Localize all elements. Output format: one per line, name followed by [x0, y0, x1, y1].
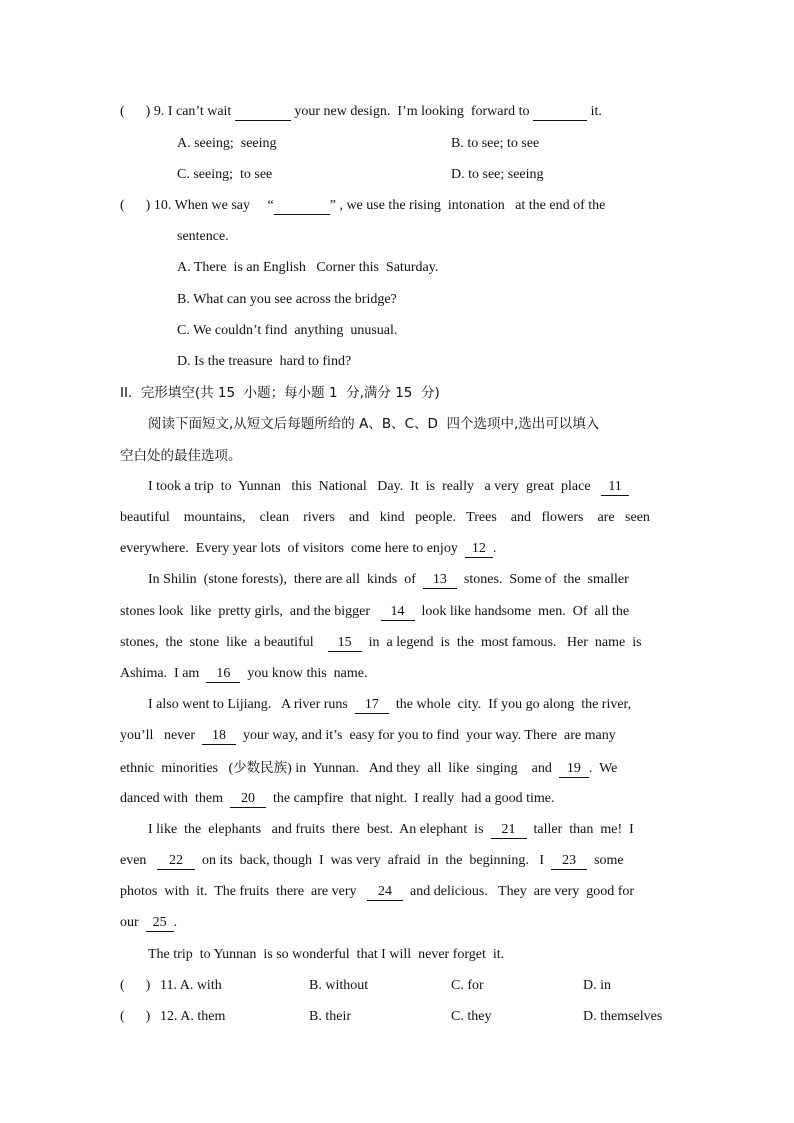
passage-text: the whole city. If you go along the river,: [395, 697, 632, 712]
section-instructions-cont: 空白处的最佳选项。: [120, 448, 242, 464]
question-text: it.: [590, 104, 602, 119]
passage-line: [120, 508, 650, 528]
passage-text: in a legend is the most famous. Her name is: [368, 635, 642, 650]
passage-text: photos with it. The fruits there are very: [120, 884, 357, 899]
blank-11: 11: [601, 479, 629, 496]
question-text-cont: sentence.: [177, 229, 229, 244]
blank-12: 12: [465, 541, 493, 558]
passage-line: [120, 758, 617, 779]
answer-blank: [533, 104, 587, 121]
option-b: B. to see; to see: [451, 136, 540, 151]
passage-line: [148, 945, 504, 965]
option-d: D. Is the treasure hard to find?: [177, 354, 352, 369]
passage-line: [148, 695, 631, 715]
passage-text: stones. Some of the smaller: [463, 572, 629, 587]
question-text: , we use the rising intonation at the end of the: [339, 198, 606, 213]
passage-text-cjk: 少数民族: [233, 760, 288, 776]
passage-line: [120, 913, 177, 933]
answer-paren: ( ): [120, 1009, 151, 1024]
passage-text: In Shilin (stone forests), there are all kinds of: [148, 572, 416, 587]
passage-text: beautiful mountains, clean rivers and kind people. Trees and flowers are seen: [120, 510, 650, 525]
question-12-option-d: D. themselves: [583, 1009, 663, 1024]
passage-line: [148, 570, 629, 590]
passage-text: everywhere. Every year lots of visitors come here to enjoy: [120, 541, 458, 556]
passage-text: I took a trip to Yunnan this National Day. It is really a very great place: [148, 479, 591, 494]
answer-blank: [235, 104, 291, 121]
passage-text: Ashima. I am: [120, 666, 200, 681]
question-12-option-b: B. their: [309, 1009, 351, 1024]
question-text: your new design. I’m looking forward to: [294, 104, 530, 119]
passage-line: [120, 789, 555, 809]
section-instructions: 阅读下面短文,从短文后每题所给的 A、B、C、D 四个选项中,选出可以填入: [148, 416, 600, 432]
blank-13: 13: [423, 572, 457, 589]
passage-text: on its back, though I was very afraid in the beginning. I: [201, 853, 545, 868]
passage-text: your way, and it’s easy for you to find your way. There are many: [243, 728, 616, 743]
blank-15: 15: [328, 635, 362, 652]
passage-text: even: [120, 853, 147, 868]
passage-text: I also went to Lijiang. A river runs: [148, 697, 348, 712]
option-a: A. There is an English Corner this Saturday.: [177, 260, 439, 275]
quote-mark: “: [267, 198, 274, 213]
passage-text: ethnic minorities (: [120, 761, 234, 776]
passage-text: taller than me! I: [533, 822, 634, 837]
option-c: C. seeing; to see: [177, 167, 273, 182]
passage-text: our: [120, 915, 139, 930]
passage-text: stones look like pretty girls, and the bigger: [120, 604, 371, 619]
question-11-option-a: 11. A. with: [160, 978, 222, 993]
blank-21: 21: [491, 822, 527, 839]
passage-text: I like the elephants and fruits there best. An elephant is: [148, 822, 484, 837]
blank-18: 18: [202, 728, 236, 745]
question-text: 9. I can’t wait: [153, 104, 232, 119]
passage-line: [148, 477, 629, 497]
option-d: D. to see; seeing: [451, 167, 544, 182]
passage-text: .: [173, 915, 178, 930]
section-heading: II. 完形填空(共 15 小题；每小题 1 分,满分 15 分): [120, 385, 440, 401]
passage-text: and delicious. They are very good for: [410, 884, 635, 899]
question-9: [120, 102, 602, 122]
blank-20: 20: [230, 791, 266, 808]
answer-paren: ( ): [120, 978, 151, 993]
blank-22: 22: [157, 853, 195, 870]
blank-16: 16: [206, 666, 240, 683]
blank-19: 19: [559, 761, 589, 778]
question-11-option-c: C. for: [451, 978, 484, 993]
passage-line: [120, 633, 642, 653]
passage-text: The trip to Yunnan is so wonderful that I will never forget it.: [148, 947, 505, 962]
option-b: B. What can you see across the bridge?: [177, 292, 397, 307]
option-a: A. seeing; seeing: [177, 136, 277, 151]
question-11-option-d: D. in: [583, 978, 611, 993]
passage-line: [120, 664, 367, 684]
passage-line: everywhere. Every year lots of visitors come here to enjoy 12 .: [120, 541, 497, 556]
passage-line: [148, 820, 634, 840]
blank-25: 25: [146, 915, 174, 932]
passage-text: some: [594, 853, 624, 868]
passage-line: [120, 851, 624, 871]
question-12-option-c: C. they: [451, 1009, 492, 1024]
passage-text: ) in Yunnan. And they all like singing and: [287, 761, 552, 776]
question-11-option-b: B. without: [309, 978, 369, 993]
blank-17: 17: [355, 697, 389, 714]
passage-line: [120, 882, 634, 902]
answer-blank: [274, 198, 330, 215]
quote-mark: ”: [329, 198, 336, 213]
passage-text: you’ll never: [120, 728, 196, 743]
question-10: [120, 196, 605, 216]
question-text: 10. When we say: [153, 198, 250, 213]
question-12-option-a: 12. A. them: [160, 1009, 226, 1024]
blank-24: 24: [367, 884, 403, 901]
passage-text: danced with them: [120, 791, 224, 806]
passage-line: [120, 602, 629, 622]
passage-line: [120, 726, 616, 746]
passage-text: the campfire that night. I really had a good time.: [273, 791, 555, 806]
passage-text: . We: [588, 761, 618, 776]
option-c: C. We couldn’t find anything unusual.: [177, 323, 398, 338]
blank-23: 23: [551, 853, 587, 870]
passage-text: look like handsome men. Of all the: [421, 604, 630, 619]
passage-text: you know this name.: [247, 666, 368, 681]
answer-paren: ( ): [120, 104, 151, 119]
passage-text: stones, the stone like a beautiful: [120, 635, 314, 650]
blank-14: 14: [381, 604, 415, 621]
answer-paren: ( ): [120, 198, 151, 213]
